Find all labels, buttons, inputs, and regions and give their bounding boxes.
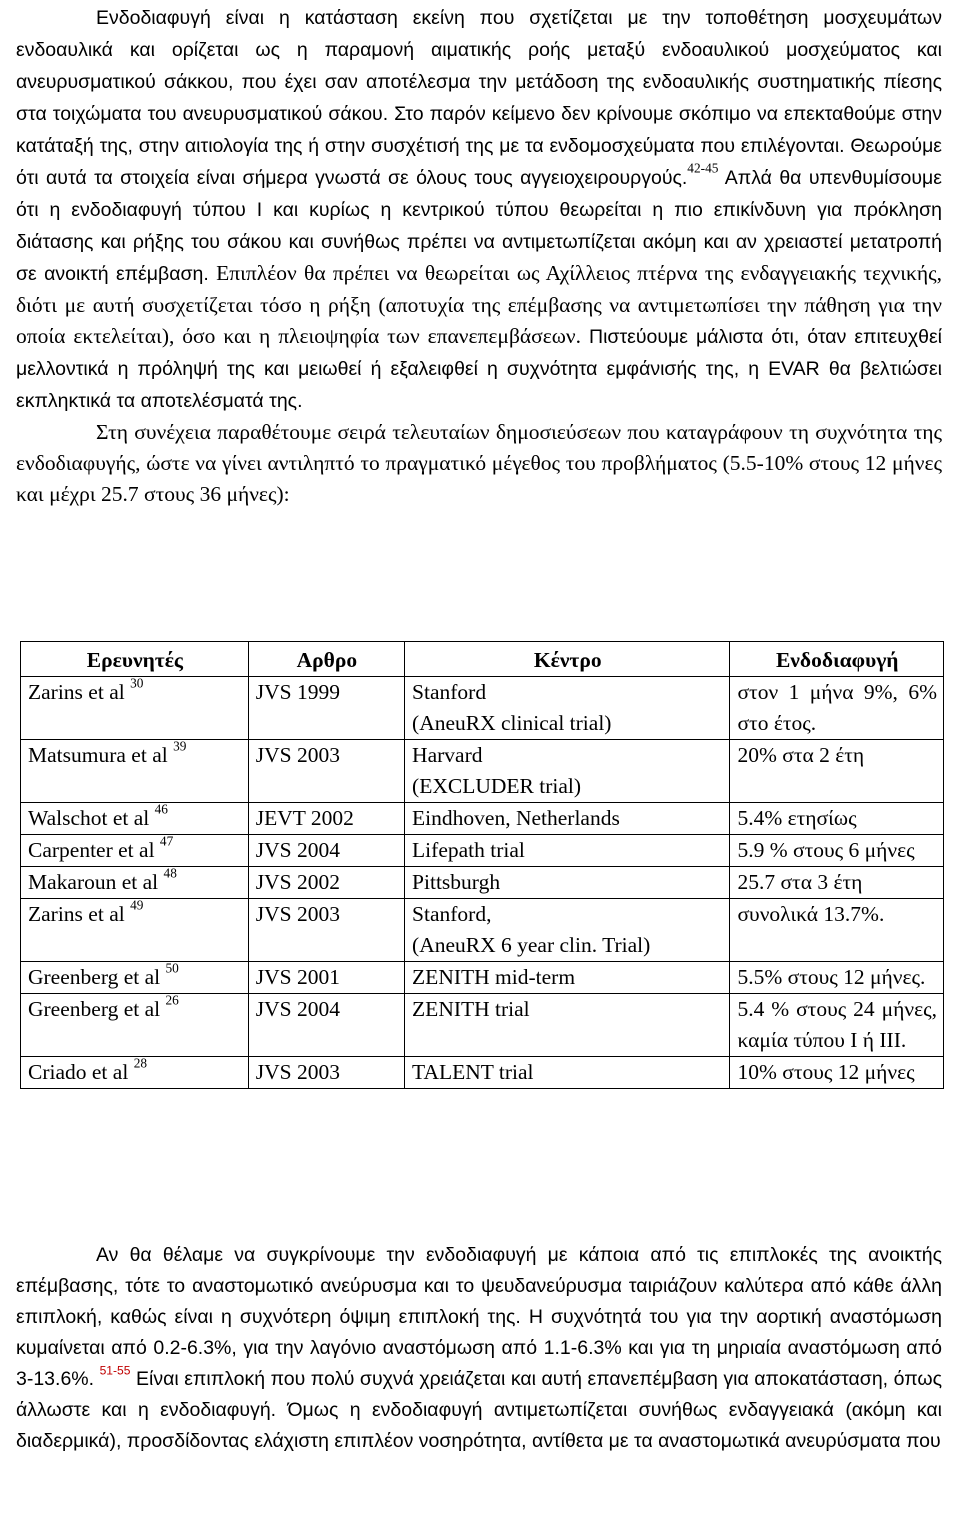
paragraph-text: Είναι επιπλοκή που πολύ συχνά χρειάζεται και αυτή επανεπέμβαση για αποκατάσταση, όπως άλλωστε και η ενδοδιαφυγή. Όμως η ενδοδιαφυγή αντιμετωπίζεται συνήθως ενδαγγειακά (ακόμη και διαδερμικά), προσδίδοντας ελάχιστη επιπλέον νοσηρότητα, αντίθετα με τα αναστομωτικά ανευρύσματα που [16, 1368, 942, 1452]
table-row [21, 899, 944, 962]
paragraph-endoleak-definition [16, 0, 942, 417]
table-row [21, 677, 944, 740]
table-row [21, 994, 944, 1057]
cell-author: Carpenter et al $^{47}$ [21, 835, 249, 867]
paragraph-comparison-open-surgery [16, 1240, 942, 1457]
column-header-endoleak: Ενδοδιαφυγή [730, 642, 944, 677]
cell-center: Stanford, (AneuRX 6 year clin. Trial) [405, 899, 730, 962]
cell-center: Eindhoven, Netherlands [405, 803, 730, 835]
cell-article: JVS 2004 [248, 994, 404, 1057]
cell-author: Criado et al $^{28}$ [21, 1057, 249, 1089]
cell-author: Greenberg et al $^{26}$ [21, 994, 249, 1057]
cell-endoleak: 5.9 % στους 6 μήνες [730, 835, 944, 867]
paragraph-publications-intro: Στη συνέχεια παραθέτουμε σειρά τελευταίων δημοσιεύσεων που καταγράφουν τη συχνότητα της ενδοδιαφυγής, ώστε να γίνει αντιληπτό το πραγματικό μέγεθος του προβλήματος (5.5-10% στους 12 μήνες και μέχρι 25.7 στους 36 μήνες): [16, 420, 942, 506]
endoleak-studies-table [20, 641, 944, 1089]
cell-endoleak: συνολικά 13.7%. [730, 899, 944, 962]
paragraph-text: Απλά θα υπενθυμίσουμε ότι η ενδοδιαφυγή τύπου Ι και κυρίως η κεντρικού τύπου θεωρείται η πιο επικίνδυνη για πρόκληση διάτασης και ρήξης του σάκου και συνήθως πρέπει να αντιμετωπίζεται ακόμη και αν χρειαστεί μετατροπή σε ανοικτή επέμβαση. [16, 167, 942, 285]
table-row [21, 962, 944, 994]
cell-center: Harvard (EXCLUDER trial) [405, 740, 730, 803]
cell-article: JVS 1999 [248, 677, 404, 740]
table-row [21, 1057, 944, 1089]
document-page [16, 0, 942, 1452]
cell-center: Lifepath trial [405, 835, 730, 867]
cell-author: Zarins et al $^{49}$ [21, 899, 249, 962]
column-header-researchers: Ερευνητές [21, 642, 249, 677]
cell-endoleak: 20% στα 2 έτη [730, 740, 944, 803]
cell-article: JVS 2002 [248, 867, 404, 899]
cell-author: Matsumura et al $^{39}$ [21, 740, 249, 803]
table-row [21, 867, 944, 899]
cell-endoleak: 10% στους 12 μήνες [730, 1057, 944, 1089]
table-header-row [21, 642, 944, 677]
cell-center: ZENITH trial [405, 994, 730, 1057]
cell-endoleak: 5.4 % στους 24 μήνες, καμία τύπου Ι ή ΙΙΙ. [730, 994, 944, 1057]
cell-article: JVS 2003 [248, 899, 404, 962]
cell-author: Greenberg et al $^{50}$ [21, 962, 249, 994]
paragraph-text: Πιστεύουμε μάλιστα ότι, όταν επιτευχθεί μελλοντικά η πρόληψή της και μειωθεί ή εξαλειφθεί η συχνότητα εμφάνισής της, η EVAR θα βελτιώσει εκπληκτικά τα αποτελέσματά της. [16, 326, 942, 412]
cell-endoleak: 5.4% ετησίως [730, 803, 944, 835]
table-row [21, 803, 944, 835]
cell-endoleak: 25.7 στα 3 έτη [730, 867, 944, 899]
paragraph-text: Επιπλέον θα πρέπει να θεωρείται ως Αχίλλειος πτέρνα της ενδαγγειακής τεχνικής, διότι με αυτή συσχετίζεται τόσο η ρήξη (αποτυχία της επέμβασης να αντιμετωπίσει την πάθηση για την οποία εκτελείται), όσο και η πλειοψηφία των επανεπεμβάσεων. [16, 261, 942, 348]
cell-center: TALENT trial [405, 1057, 730, 1089]
cell-center: Pittsburgh [405, 867, 730, 899]
cell-center: ZENITH mid-term [405, 962, 730, 994]
table-row [21, 740, 944, 803]
cell-author: Zarins et al $^{30}$ [21, 677, 249, 740]
table-row [21, 835, 944, 867]
column-header-center: Κέντρο [405, 642, 730, 677]
cell-article: JVS 2004 [248, 835, 404, 867]
cell-endoleak: στον 1 μήνα 9%, 6% στο έτος. [730, 677, 944, 740]
reference-superscript: 42-45 [687, 160, 719, 176]
paragraph-text: Ενδοδιαφυγή είναι η κατάσταση εκείνη που σχετίζεται με την τοποθέτηση μοσχευμάτων ενδοαυλικά και ορίζεται ως η παραμονή αιματικής ροής μεταξύ ενδοαυλικού μοσχεύματος και ανευρυσματικού σάκκου, που έχει σαν αποτέλεσμα την μετάδοση της ενδοαυλικής συστηματικής πίεσης στα τοιχώματα του ανευρυσματικού σάκου. Στο παρόν κείμενο δεν κρίνουμε σκόπιμο να επεκταθούμε στην κατάταξή της, στην αιτιολογία της ή στην συσχέτισή της με τα ενδομοσχεύματα που επιλέγονται. Θεωρούμε ότι αυτά τα στοιχεία είναι σήμερα γνωστά σε όλους τους αγγειοχειρουργούς. [16, 7, 942, 189]
cell-article: JEVT 2002 [248, 803, 404, 835]
column-header-article: Αρθρο [248, 642, 404, 677]
paragraph-text: Αν θα θέλαμε να συγκρίνουμε την ενδοδιαφυγή με κάποια από τις επιπλοκές της ανοικτής επέμβασης, τότε το αναστομωτικό ανεύρυσμα και το ψευδανεύρυσμα ταιριάζουν καλύτερα από κάθε άλλη επιπλοκή, καθώς είναι η συχνότερη όψιμη επιπλοκή της. Η συχνότητά του για την αορτική αναστόμωση κυμαίνεται από 0.2-6.3%, για την λαγόνιο αναστόμωση από 1.1-6.3% και για τη μηριαία αναστόμωση από 3-13.6%. [16, 1244, 942, 1390]
cell-article: JVS 2003 [248, 740, 404, 803]
cell-endoleak: 5.5% στους 12 μήνες. [730, 962, 944, 994]
cell-article: JVS 2003 [248, 1057, 404, 1089]
cell-center: Stanford (AneuRX clinical trial) [405, 677, 730, 740]
cell-article: JVS 2001 [248, 962, 404, 994]
cell-author: Makaroun et al $^{48}$ [21, 867, 249, 899]
reference-superscript: 51-55 [99, 1363, 131, 1378]
cell-author: Walschot et al $^{46}$ [21, 803, 249, 835]
